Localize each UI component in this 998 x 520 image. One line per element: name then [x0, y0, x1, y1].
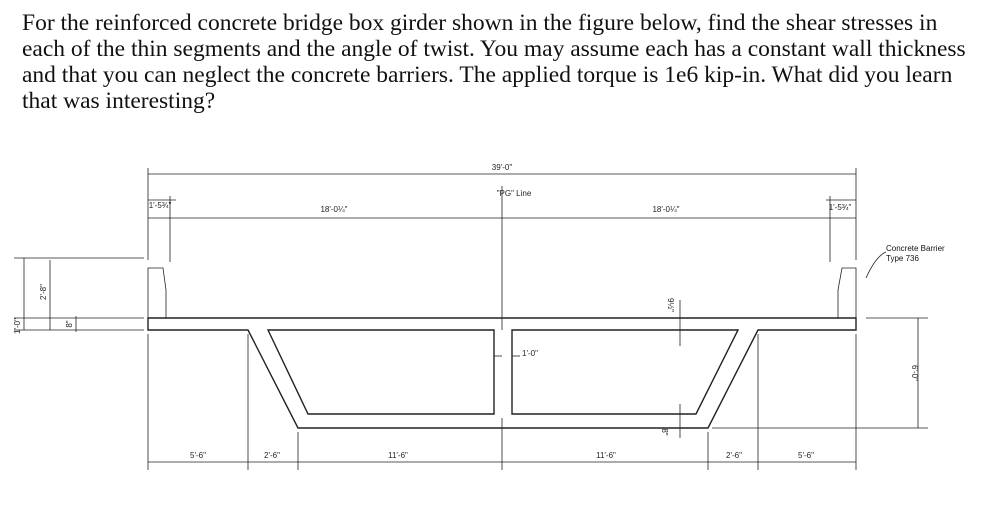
- web-thickness-dim: 1'-0": [522, 349, 538, 358]
- bottom-dim-3: 11'-6": [388, 451, 408, 460]
- left-barrier-width-dim: 1'-5¾": [148, 201, 172, 210]
- bottom-dim-5: 2'-6": [726, 451, 742, 460]
- left-barrier: [148, 268, 166, 318]
- bottom-dim-4: 11'-6": [596, 451, 616, 460]
- total-width-dim: 39'-0": [491, 163, 513, 172]
- barrier-height-dim: 2'-8": [39, 284, 48, 300]
- girder-outline: [148, 318, 856, 428]
- left-deck-dim: 18'-0¼": [320, 205, 348, 214]
- right-deck-dim: 18'-0¼": [652, 205, 680, 214]
- barrier-label-line2: Type 736: [886, 254, 919, 263]
- bottom-dim-2: 2'-6": [264, 451, 280, 460]
- left-cell: [268, 330, 494, 414]
- right-cell: [512, 330, 738, 414]
- depth-dimension: [712, 318, 928, 428]
- right-barrier-width-dim: 1'-5¾": [828, 203, 852, 212]
- bottom-dim-6: 5'-6": [798, 451, 814, 460]
- curb-height-dim: 1'-0": [13, 318, 22, 334]
- bottom-dimensions: [148, 334, 856, 470]
- deck-thickness-dim: 8": [65, 320, 74, 328]
- bottom-dim-1: 5'-6": [190, 451, 206, 460]
- barrier-leader: [866, 252, 886, 278]
- barrier-label-line1: Concrete Barrier: [886, 244, 945, 253]
- girder-depth-dim: 6'-0": [910, 365, 919, 381]
- pg-line-label: "PG" Line: [496, 189, 532, 198]
- interior-dimensions: [494, 300, 688, 438]
- bottom-slab-dim: 8": [660, 428, 669, 436]
- top-slab-dim: 9½": [666, 298, 675, 312]
- left-vertical-dimensions: [14, 258, 144, 332]
- right-barrier: [838, 268, 856, 318]
- problem-statement: For the reinforced concrete bridge box girder shown in the figure below, find the shear stresses in each of the thin segments and the angle of twist. You may assume each has a constant wall thickness and that you can neglect the concrete barriers. The applied torque is 1e6 kip-in. What did you learn that was interesting?: [22, 10, 966, 114]
